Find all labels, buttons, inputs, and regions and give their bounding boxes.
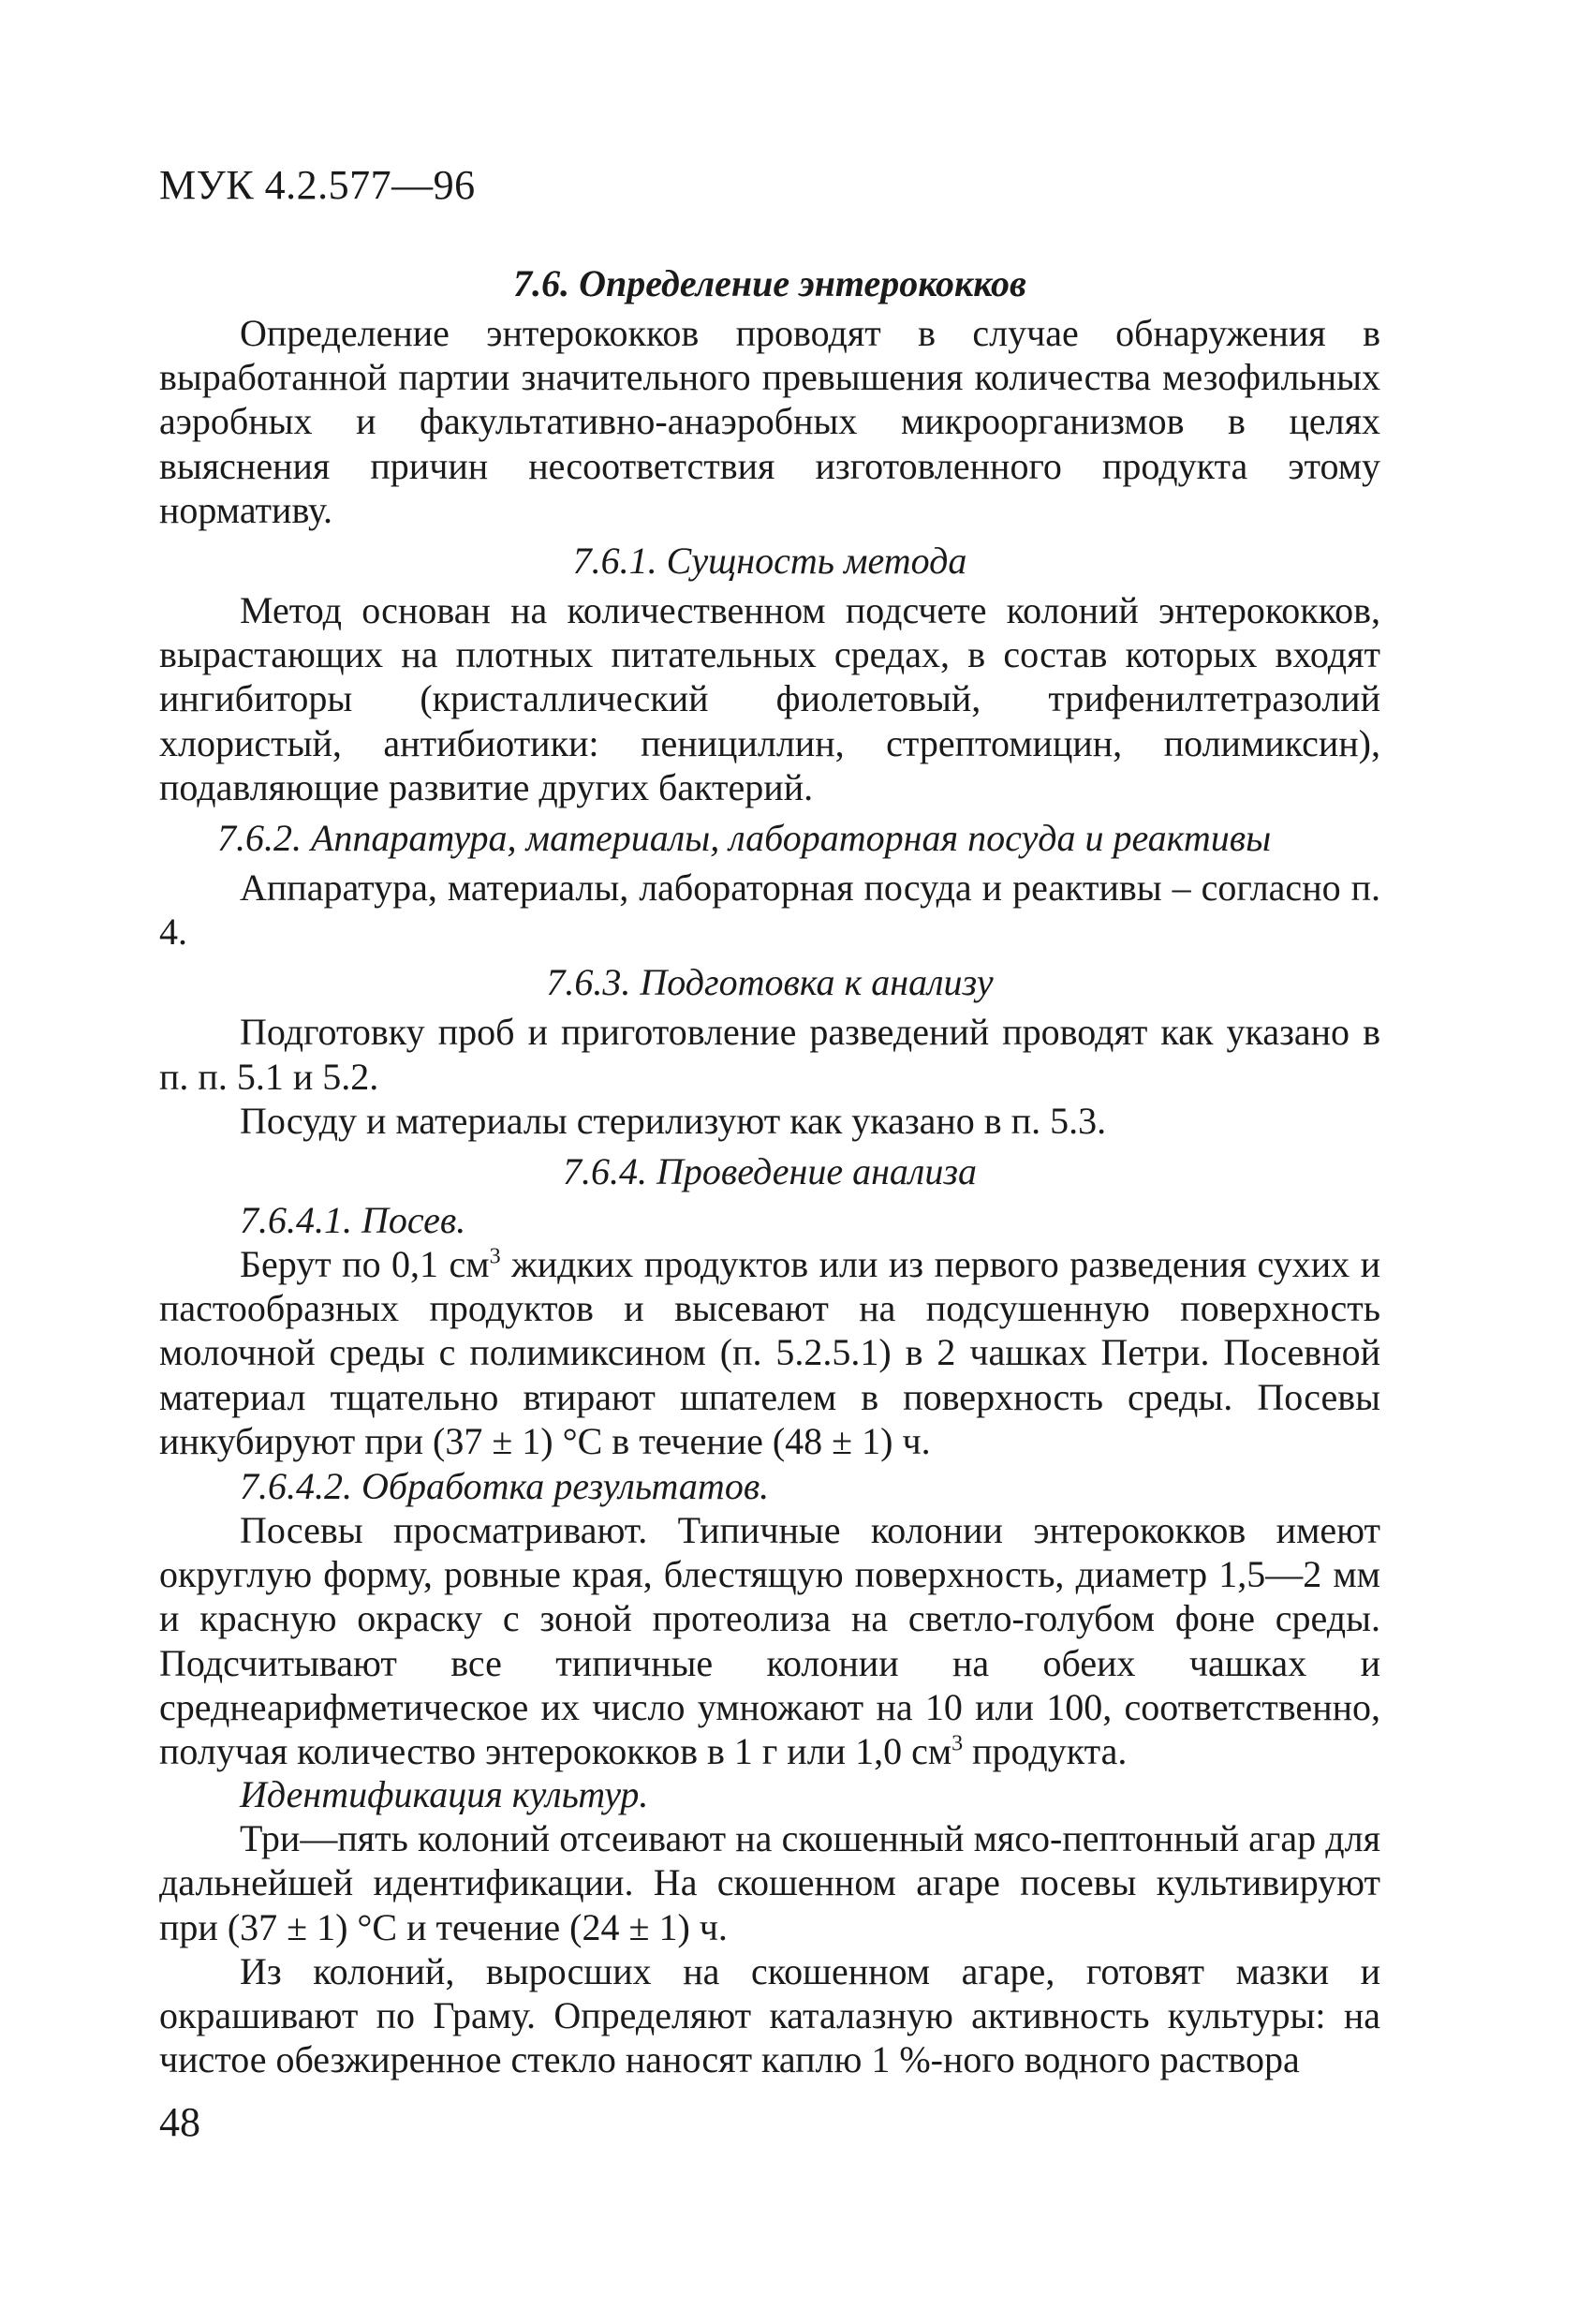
page-content — [159, 255, 1380, 2082]
section-7-6-3-title: 7.6.3. Подготовка к анализу — [546, 961, 994, 1004]
section-7-6-intro: Определение энтерококков проводят в случае обнаружения в выработанной партии значительного превышения количества мезофильных аэробных и факультативно-анаэробных микроорганизмов в целях выяснения причин несоответствия изготовленного продукта этому нормативу. — [159, 312, 1380, 531]
section-7-6-2-title: 7.6.2. Аппаратура, материалы, лабораторная посуда и реактивы — [217, 817, 1272, 860]
section-7-6-3-text-2: Посуду и материалы стерилизуют как указано в п. 5.3. — [240, 1099, 1107, 1142]
section-7-6-3-text-1: Подготовку проб и приготовление разведений проводят как указано в п. п. 5.1 и 5.2. — [159, 1011, 1380, 1098]
sowing-text-part-2: жидких продуктов или из первого разведения сухих и пастообразных продуктов и высевают на подсушенную поверхность молочной среды с полимиксином (п. 5.2.5.1) в 2 чашках Петри. Посевной материал тщательно втирают шпателем в поверхность среды. Посевы инкубируют при (37 ± 1) °С в течение (48 ± 1) ч. — [159, 1243, 1380, 1462]
cubic-superscript: 3 — [951, 1731, 964, 1756]
identification-text-1: Три—пять колоний отсеивают на скошенный мясо-пептонный агар для дальнейшей идентификации. На скошенном агаре посевы культивируют при (37 ± 1) °С и течение (24 ± 1) ч. — [159, 1817, 1380, 1948]
results-text-part-2: продукта. — [963, 1730, 1128, 1773]
subsection-7-6-4-2-text — [159, 1508, 1380, 1773]
document-code: МУК 4.2.577—96 — [159, 162, 476, 208]
cubic-superscript: 3 — [489, 1244, 501, 1269]
results-text-part-1: Посевы просматривают. Типичные колонии энтерококков имеют округлую форму, ровные края, блестящую поверхность, диаметр 1,5—2 мм и красную окраску с зоной протеолиза на светло-голубом фоне среды. Подсчитывают все типичные колонии на обеих чашках и среднеарифметическое их число умножают на 10 или 100, соответственно, получая количество энтерококков в 1 г или 1,0 см — [159, 1509, 1380, 1773]
subsection-7-6-4-1-title: 7.6.4.1. Посев. — [240, 1199, 466, 1242]
section-7-6-4-title: 7.6.4. Проведение анализа — [563, 1150, 977, 1193]
section-7-6-2-text: Аппаратура, материалы, лабораторная посуда и реактивы – согласно п. 4. — [159, 866, 1380, 954]
identification-text-2: Из колоний, выросших на скошенном агаре, готовят мазки и окрашивают по Граму. Определяют каталазную активность культуры: на чистое обезжиренное стекло наносят каплю 1 %-ного водного раствора — [159, 1949, 1380, 2081]
section-7-6-1-text: Метод основан на количественном подсчете колоний энтерококков, вырастающих на плотных питательных средах, в состав которых входят ингибиторы (кристаллический фиолетовый, трифенилтетразолий хлористый, антибиотики: пенициллин, стрептомицин, полимиксин), подавляющие развитие других бактерий. — [159, 589, 1380, 808]
subsection-7-6-4-1-text — [159, 1242, 1380, 1463]
subsection-7-6-4-2-title: 7.6.4.2. Обработка результатов. — [240, 1465, 770, 1508]
page-number: 48 — [159, 2099, 200, 2145]
identification-title: Идентификация культур. — [240, 1773, 649, 1816]
section-7-6-1-title: 7.6.1. Сущность метода — [572, 540, 967, 583]
sowing-text-part-1: Берут по 0,1 см — [240, 1243, 490, 1286]
section-7-6-title: 7.6. Определение энтерококков — [513, 262, 1026, 304]
